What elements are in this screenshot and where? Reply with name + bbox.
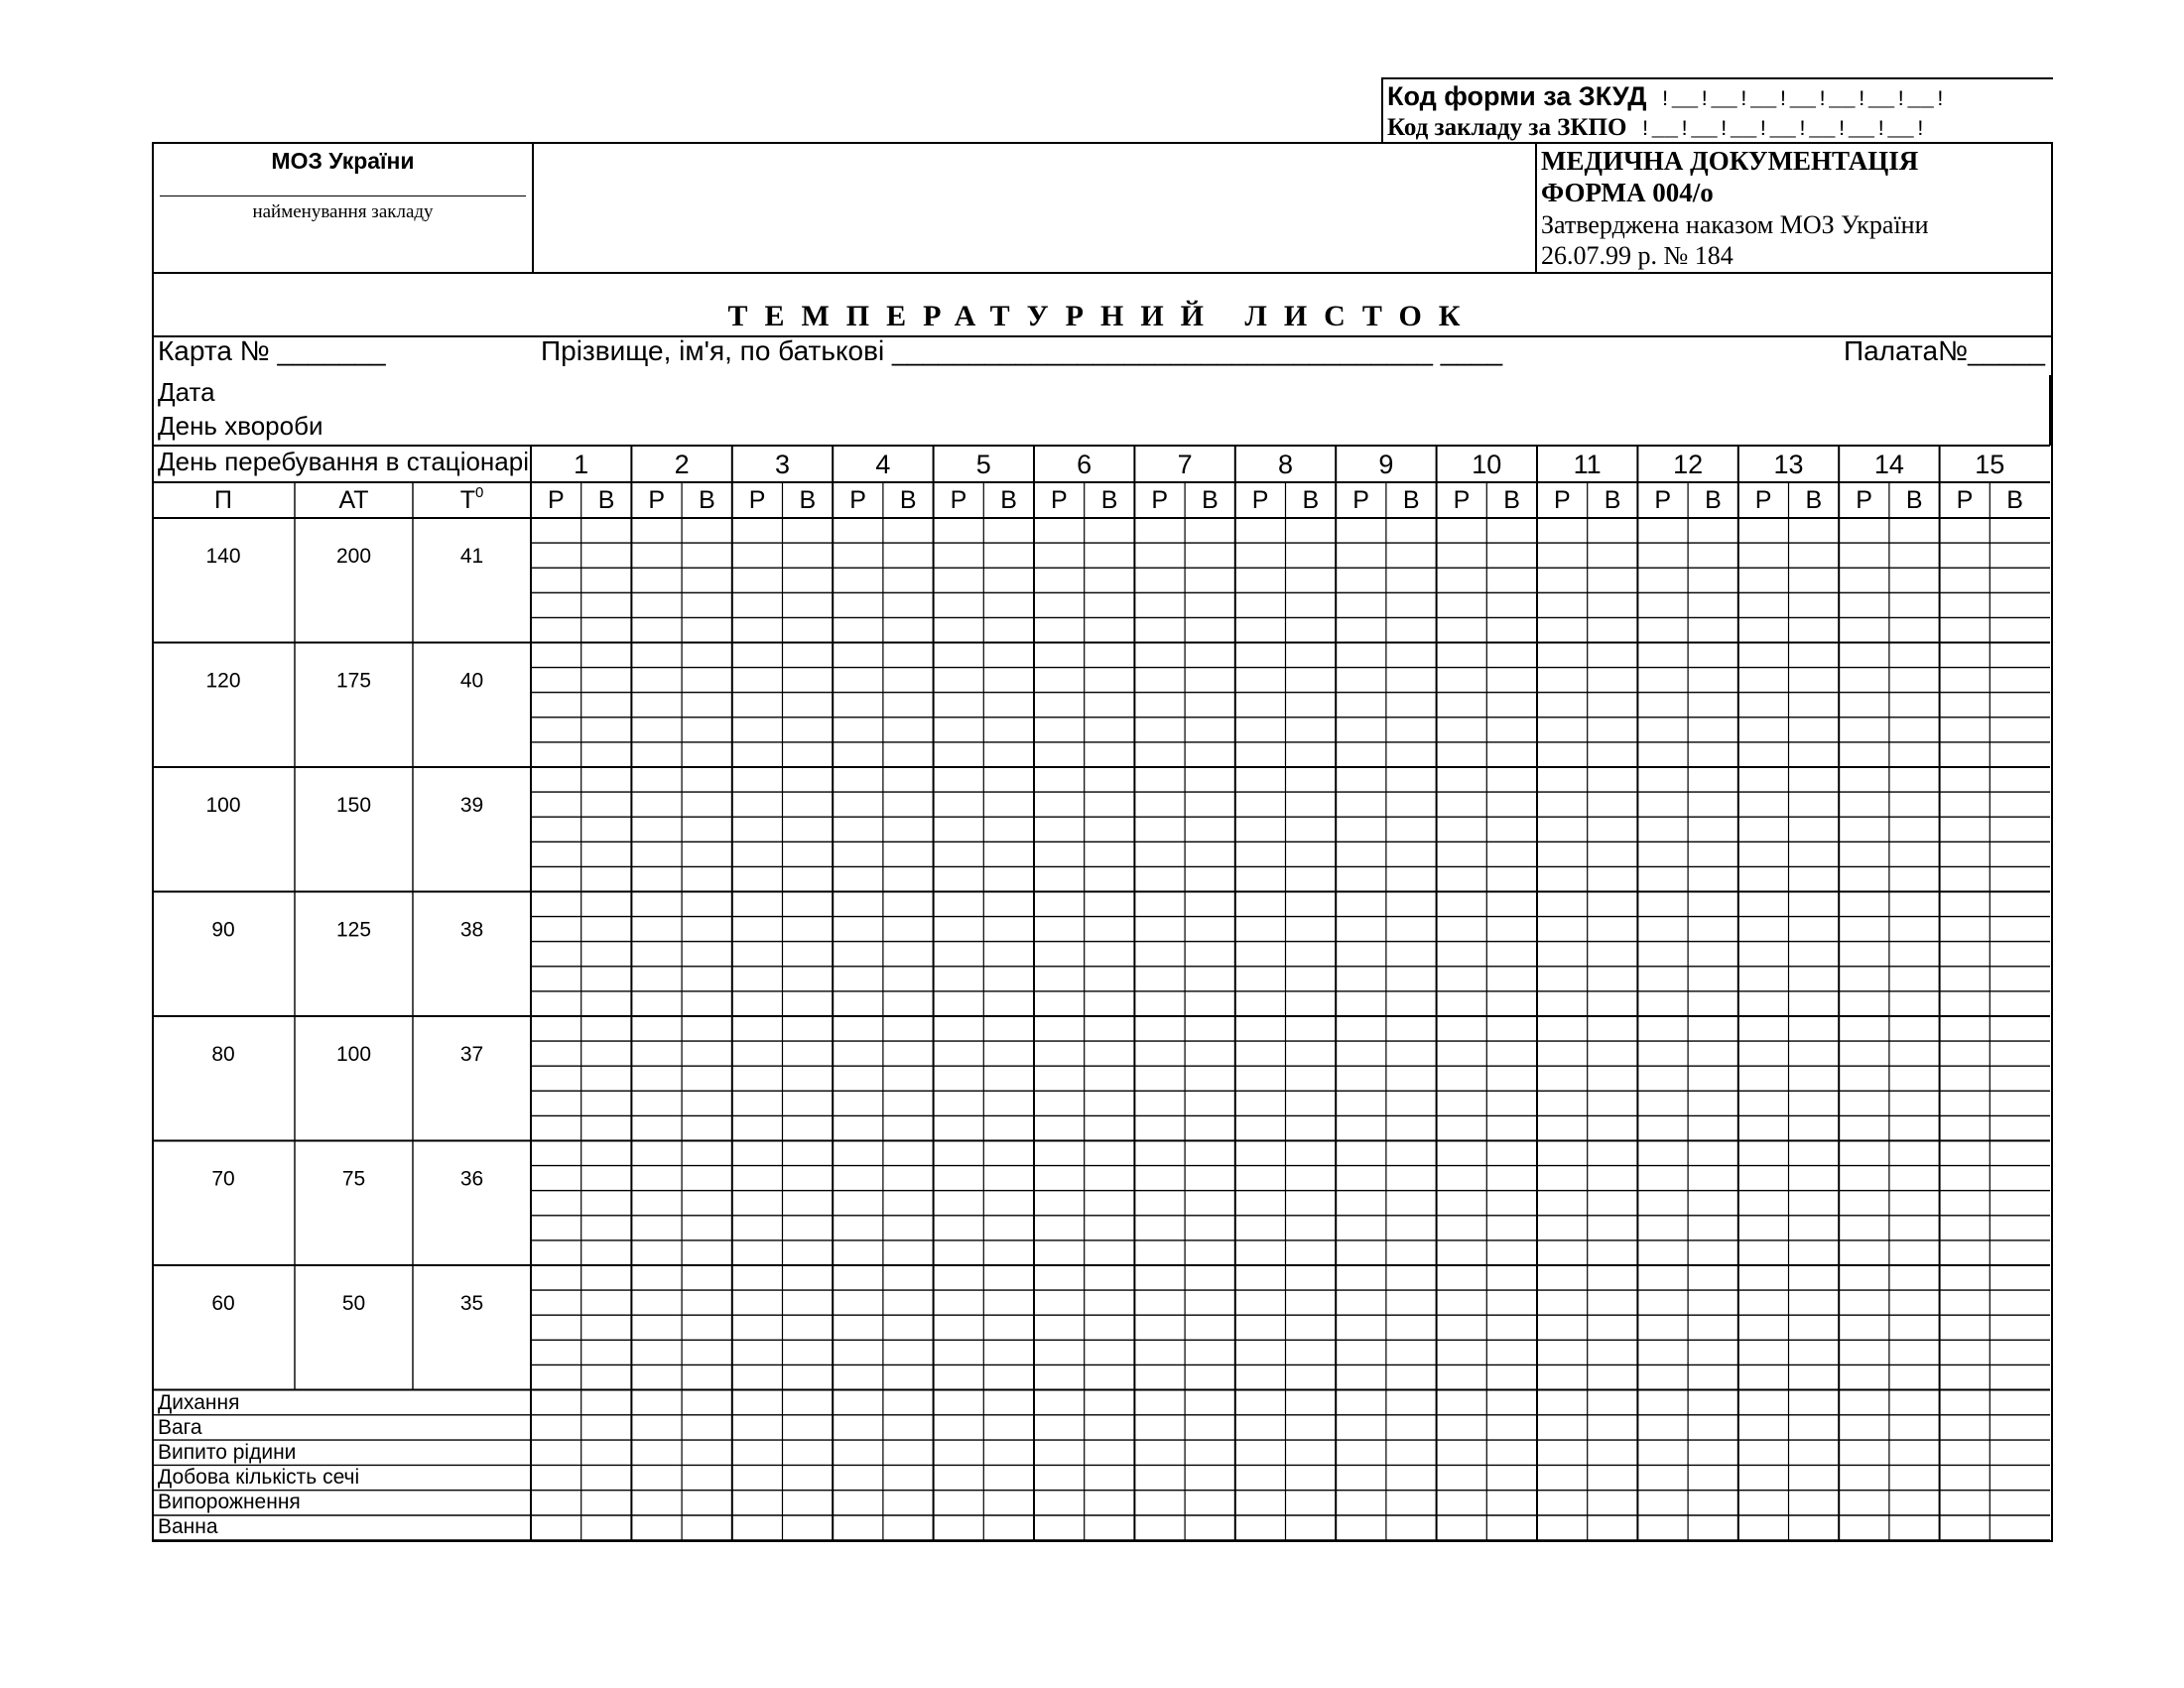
day-number: 1: [574, 450, 589, 479]
day-number: 7: [1177, 450, 1193, 479]
evening-label: В: [1705, 486, 1722, 514]
bp-scale-value: 150: [335, 794, 372, 817]
institution-caption: найменування закладу: [252, 201, 434, 222]
day-number: 13: [1773, 450, 1804, 479]
morning-label: Р: [648, 486, 666, 514]
institution-code-boxes[interactable]: !__!__!__!__!__!__!__!: [1638, 117, 1927, 142]
morning-label: Р: [1754, 486, 1772, 514]
day-number: 8: [1277, 450, 1294, 479]
temp-scale-value: 39: [459, 794, 484, 817]
day-number: 15: [1975, 450, 2005, 479]
evening-label: В: [1604, 486, 1621, 514]
evening-label: В: [799, 486, 817, 514]
bp-column-header: АТ: [338, 486, 369, 514]
page-title: ТЕМПЕРАТУРНИЙ ЛИСТОК: [727, 300, 1477, 332]
morning-label: Р: [1856, 486, 1872, 514]
institution-code-label: Код закладу за ЗКПО: [1387, 114, 1627, 141]
bottom-row-label: Ванна: [158, 1515, 218, 1538]
temp-scale-value: 40: [459, 669, 484, 693]
morning-label: Р: [1554, 486, 1571, 514]
morning-label: Р: [548, 486, 565, 514]
evening-label: В: [1202, 486, 1219, 514]
morning-label: Р: [950, 486, 967, 514]
form-code-boxes[interactable]: !__!__!__!__!__!__!__!: [1658, 87, 1947, 112]
morning-label: Р: [1051, 486, 1068, 514]
evening-label: В: [1302, 486, 1320, 514]
morning-label: Р: [1352, 486, 1369, 514]
bp-scale-value: 50: [341, 1292, 366, 1315]
morning-label: Р: [1453, 486, 1471, 514]
evening-label: В: [597, 486, 615, 514]
morning-label: Р: [1654, 486, 1672, 514]
morning-label: Р: [748, 486, 766, 514]
pulse-scale-value: 70: [211, 1167, 235, 1191]
card-number-field[interactable]: Карта № _______: [158, 335, 386, 366]
temp-column-header: $Т^0$: [459, 483, 484, 514]
date-label: Дата: [158, 377, 215, 407]
form-code-label: Код форми за ЗКУД: [1387, 81, 1647, 111]
bp-scale-value: 125: [335, 918, 372, 942]
day-number: 4: [875, 450, 891, 479]
bottom-row-label: Випорожнення: [158, 1491, 301, 1513]
pulse-scale-value: 100: [205, 794, 241, 817]
ward-number-field[interactable]: Палата№_____: [1844, 335, 2045, 366]
evening-label: В: [1402, 486, 1420, 514]
day-number: 3: [774, 450, 791, 479]
bottom-row-label: Дихання: [158, 1391, 240, 1414]
illness-day-label: День хвороби: [158, 411, 323, 441]
evening-label: В: [2006, 486, 2023, 514]
day-number: 10: [1472, 450, 1502, 479]
temp-scale-value: 41: [459, 545, 484, 568]
day-number: 6: [1077, 450, 1092, 479]
bp-scale-value: 175: [335, 669, 372, 693]
temp-scale-value: 35: [459, 1292, 484, 1315]
evening-label: В: [1503, 486, 1520, 514]
approval-date: 26.07.99 р. № 184: [1541, 241, 1734, 270]
bottom-row-label: Вага: [158, 1416, 202, 1439]
form-number: ФОРМА 004/о: [1541, 178, 1714, 207]
morning-label: Р: [1251, 486, 1269, 514]
pulse-scale-value: 120: [205, 669, 241, 693]
pulse-scale-value: 90: [211, 918, 235, 942]
pulse-scale-value: 80: [211, 1043, 235, 1066]
temp-scale-value: 38: [459, 918, 484, 942]
morning-label: Р: [1956, 486, 1974, 514]
day-number: 11: [1573, 450, 1602, 479]
stay-day-label: День перебування в стаціонарі: [158, 447, 529, 476]
evening-label: В: [1905, 486, 1923, 514]
day-number: 2: [674, 450, 690, 479]
bp-scale-value: 100: [335, 1043, 372, 1066]
pulse-scale-value: 60: [211, 1292, 235, 1315]
day-number: 14: [1873, 450, 1904, 479]
temp-scale-value: 37: [459, 1043, 484, 1066]
doc-type: МЕДИЧНА ДОКУМЕНТАЦІЯ: [1541, 146, 1919, 176]
evening-label: В: [899, 486, 917, 514]
morning-label: Р: [1151, 486, 1169, 514]
bp-scale-value: 75: [341, 1167, 366, 1191]
evening-label: В: [1805, 486, 1823, 514]
evening-label: В: [1000, 486, 1017, 514]
evening-label: В: [699, 486, 715, 514]
day-number: 12: [1673, 450, 1704, 479]
bp-scale-value: 200: [335, 545, 372, 568]
pulse-column-header: П: [214, 486, 232, 514]
morning-label: Р: [849, 486, 866, 514]
bottom-row-label: Добова кількість сечі: [158, 1466, 360, 1489]
day-number: 9: [1378, 450, 1394, 479]
temp-scale-value: 36: [459, 1167, 484, 1191]
bottom-row-label: Випито рідини: [158, 1441, 297, 1464]
patient-name-field[interactable]: Прізвище, ім'я, по батькові ___________________________________ ____: [541, 335, 1503, 366]
evening-label: В: [1100, 486, 1118, 514]
pulse-scale-value: 140: [205, 545, 241, 568]
day-number: 5: [975, 450, 991, 479]
ministry-name: МОЗ України: [271, 148, 415, 174]
approval-text: Затверджена наказом МОЗ України: [1541, 210, 1929, 239]
